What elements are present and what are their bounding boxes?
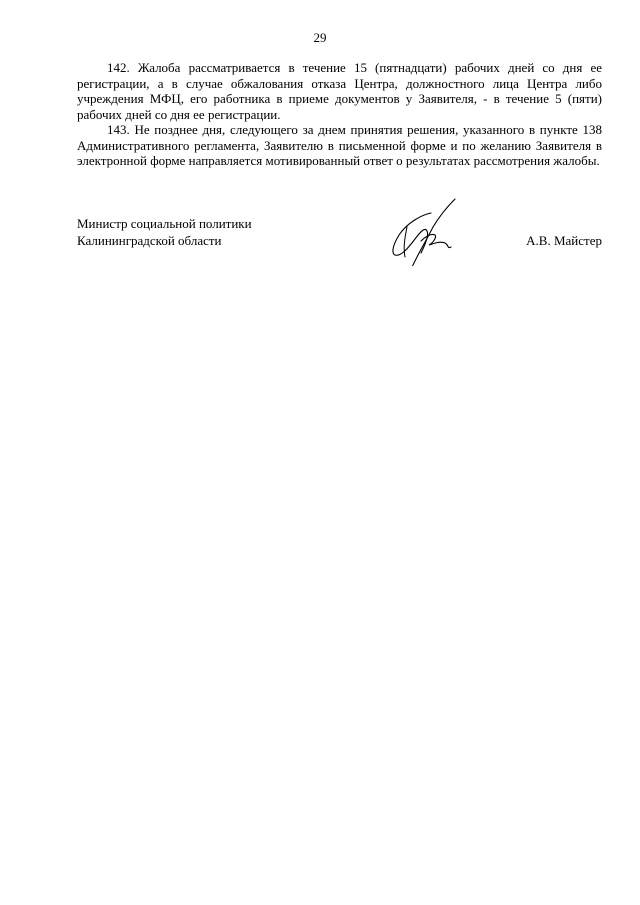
paragraph-142: 142. Жалоба рассматривается в течение 15 (пятнадцати) рабочих дней со дня ее регистрации, а в случае обжалования отказа Центра, должностного лица Центра либо учреждения МФЦ, его работника в приеме документов у Заявителя, - в течение 5 (пяти) рабочих дней со дня ее регистрации. [77,60,602,122]
handwritten-signature-icon [387,197,472,277]
page-number: 29 [313,30,327,45]
paragraph-143: 143. Не позднее дня, следующего за днем принятия решения, указанного в пункте 138 Административного регламента, Заявителю в письменной форме и по желанию Заявителя в электронной форме направляется мотивированный ответ о результатах рассмотрения жалобы. [77,122,602,168]
signature-block [77,215,602,275]
document-body [77,60,602,169]
official-title-line-2: Калининградской области [77,233,222,248]
official-title-line-1: Министр социальной политики [77,216,252,231]
official-name: А.В. Майстер [526,233,602,248]
official-title [77,215,252,249]
